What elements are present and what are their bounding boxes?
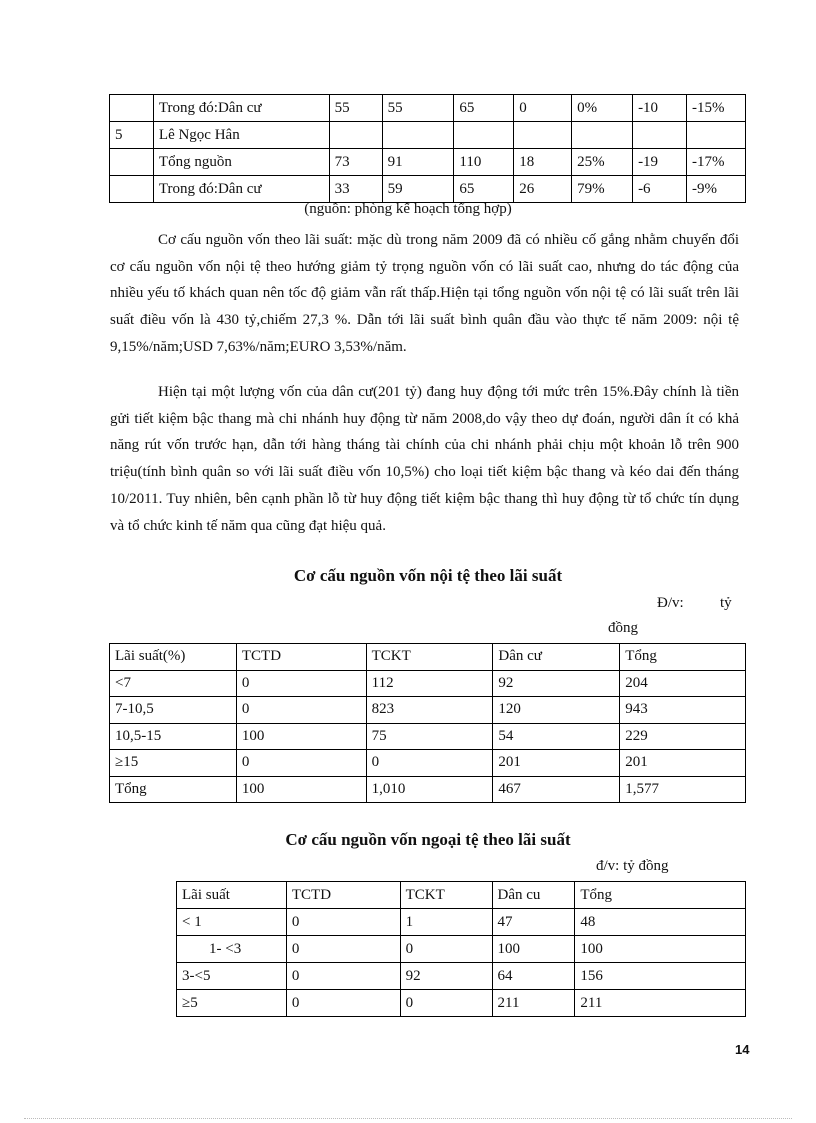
table-cell: -15% [686, 95, 745, 122]
table-cell: -19 [633, 149, 687, 176]
domestic-table-heading: Cơ cấu nguồn vốn nội tệ theo lãi suất [293, 566, 563, 585]
table-cell: <7 [110, 670, 237, 697]
table-cell: 120 [493, 697, 620, 724]
unit-label: đ/v: tỷ đồng [596, 858, 669, 874]
table-cell: -9% [686, 176, 745, 203]
table-row [110, 95, 746, 122]
table-cell [633, 122, 687, 149]
table-header-row [177, 882, 746, 909]
table-cell: 0 [286, 963, 400, 990]
table-cell: 1,010 [366, 776, 493, 803]
table-cell [454, 122, 514, 149]
foreign-rate-table [176, 881, 746, 1017]
table-cell: 75 [366, 723, 493, 750]
table-cell: 1,577 [620, 776, 746, 803]
table-cell [110, 95, 154, 122]
table-cell: 65 [454, 95, 514, 122]
table-cell [382, 122, 454, 149]
table-cell: 26 [514, 176, 572, 203]
table-cell: 204 [620, 670, 746, 697]
table-cell: Lê Ngọc Hân [153, 122, 329, 149]
table-cell: Tổng nguồn [153, 149, 329, 176]
table-cell: 7-10,5 [110, 697, 237, 724]
paragraph-text: Cơ cấu nguồn vốn theo lãi suất: mặc dù trong năm 2009 đã có nhiều cố gắng nhằm chuyển đổi cơ cấu nguồn vốn nội tệ theo hướng giảm tỷ trọng nguồn vốn có lãi suất cao, nhưng do tác động của nhiều yếu tố khách quan nên tốc độ giảm vẫn rất thấp.Hiện tại tổng nguồn vốn nội tệ có lãi suất trên lãi suất điều vốn là 430 tỷ,chiếm 27,3 %. Dẫn tới lãi suất bình quân đầu vào thực tế năm 2009: nội tệ 9,15%/năm;USD 7,63%/năm;EURO 3,53%/năm. [110, 232, 739, 355]
table-cell: 55 [382, 95, 454, 122]
table-cell: 943 [620, 697, 746, 724]
unit-label: Đ/v: [657, 595, 684, 611]
table-cell: 91 [382, 149, 454, 176]
paragraph-text: Hiện tại một lượng vốn của dân cư(201 tỷ) đang huy động tới mức trên 15%.Đây chính là tiền gửi tiết kiệm bậc thang mà chi nhánh huy động từ năm 2008,do vậy theo dự đoán, người dân ít có khả năng rút vốn trước hạn, dẫn tới hàng tháng tài chính của chi nhánh phải chịu một khoản lỗ trên 900 triệu(tính bình quân so với lãi suất điều vốn 10,5%) cho loại tiết kiệm bậc thang và kéo dai đến tháng 10/2011. Tuy nhiên, bên cạnh phần lỗ từ huy động tiết kiệm bậc thang thì huy động từ tổ chức tín dụng và tổ chức kinh tế năm qua cũng đạt hiệu quả. [110, 384, 739, 534]
table-cell: 92 [493, 670, 620, 697]
table-cell: 156 [575, 963, 746, 990]
table-row [110, 723, 746, 750]
table-cell: 0 [514, 95, 572, 122]
table-row [110, 697, 746, 724]
table-row [110, 149, 746, 176]
table-cell: 33 [329, 176, 382, 203]
table-cell: 100 [492, 936, 575, 963]
table-cell: 79% [572, 176, 633, 203]
table-cell: ≥5 [177, 990, 287, 1017]
foreign-table-heading: Cơ cấu nguồn vốn ngoại tệ theo lãi suất [285, 830, 571, 849]
table-cell: -6 [633, 176, 687, 203]
table-cell [514, 122, 572, 149]
table-cell: 467 [493, 776, 620, 803]
table-cell: 3-<5 [177, 963, 287, 990]
table-cell: 10,5-15 [110, 723, 237, 750]
table-cell: 59 [382, 176, 454, 203]
table-cell: 823 [366, 697, 493, 724]
table-cell: 0 [286, 990, 400, 1017]
table-cell: 0 [400, 936, 492, 963]
table-cell: 0 [286, 936, 400, 963]
column-header: Dân cư [493, 644, 620, 671]
table-cell: 0% [572, 95, 633, 122]
domestic-rate-table [109, 643, 746, 803]
table-cell: 211 [575, 990, 746, 1017]
table-cell: 0 [366, 750, 493, 777]
table-cell: 0 [400, 990, 492, 1017]
unit-label: tỷ [720, 595, 732, 611]
table-cell: 100 [575, 936, 746, 963]
table-cell: 54 [493, 723, 620, 750]
table-total-row [110, 776, 746, 803]
table-cell: 1 [400, 909, 492, 936]
table-cell [686, 122, 745, 149]
source-note: (nguồn: phòng kế hoạch tổng hợp) [304, 201, 512, 217]
table-row [110, 122, 746, 149]
table-cell: -10 [633, 95, 687, 122]
table-cell: 229 [620, 723, 746, 750]
table-row [177, 909, 746, 936]
table-cell: 100 [236, 776, 366, 803]
table-cell: 110 [454, 149, 514, 176]
table-cell: 25% [572, 149, 633, 176]
table-cell [110, 149, 154, 176]
column-header: Tổng [575, 882, 746, 909]
paragraph-resident-capital [110, 379, 739, 539]
column-header: TCTD [236, 644, 366, 671]
table-cell: 18 [514, 149, 572, 176]
table-row [110, 176, 746, 203]
table-row [177, 990, 746, 1017]
branch-capital-table [109, 94, 746, 203]
table-row [177, 936, 746, 963]
table-cell: 47 [492, 909, 575, 936]
table-cell: ≥15 [110, 750, 237, 777]
table-cell [110, 176, 154, 203]
unit-label: đồng [608, 620, 638, 636]
paragraph-interest-structure [110, 227, 739, 361]
table-cell: 1- <3 [177, 936, 287, 963]
column-header: Dân cu [492, 882, 575, 909]
column-header: TCKT [400, 882, 492, 909]
table-row [110, 670, 746, 697]
table-row [110, 750, 746, 777]
table-cell: 64 [492, 963, 575, 990]
table-cell: 0 [236, 697, 366, 724]
table-cell: 0 [236, 750, 366, 777]
table-cell: 100 [236, 723, 366, 750]
table-header-row [110, 644, 746, 671]
table-cell: 112 [366, 670, 493, 697]
table-cell: 201 [493, 750, 620, 777]
table-cell: < 1 [177, 909, 287, 936]
page-bottom-divider [24, 1118, 792, 1119]
table-cell: 201 [620, 750, 746, 777]
table-cell: 211 [492, 990, 575, 1017]
page-number: 14 [735, 1042, 750, 1057]
column-header: Lãi suất [177, 882, 287, 909]
table-cell: Tổng [110, 776, 237, 803]
table-cell: 5 [110, 122, 154, 149]
table-cell: 48 [575, 909, 746, 936]
table-row [177, 963, 746, 990]
table-cell: 55 [329, 95, 382, 122]
table-cell: 92 [400, 963, 492, 990]
table-cell [329, 122, 382, 149]
table-cell: 73 [329, 149, 382, 176]
column-header: Tổng [620, 644, 746, 671]
table-cell: -17% [686, 149, 745, 176]
column-header: TCKT [366, 644, 493, 671]
table-cell: 0 [236, 670, 366, 697]
table-cell [572, 122, 633, 149]
table-cell: 65 [454, 176, 514, 203]
table-cell: Trong đó:Dân cư [153, 176, 329, 203]
column-header: TCTD [286, 882, 400, 909]
column-header: Lãi suất(%) [110, 644, 237, 671]
table-cell: Trong đó:Dân cư [153, 95, 329, 122]
table-cell: 0 [286, 909, 400, 936]
